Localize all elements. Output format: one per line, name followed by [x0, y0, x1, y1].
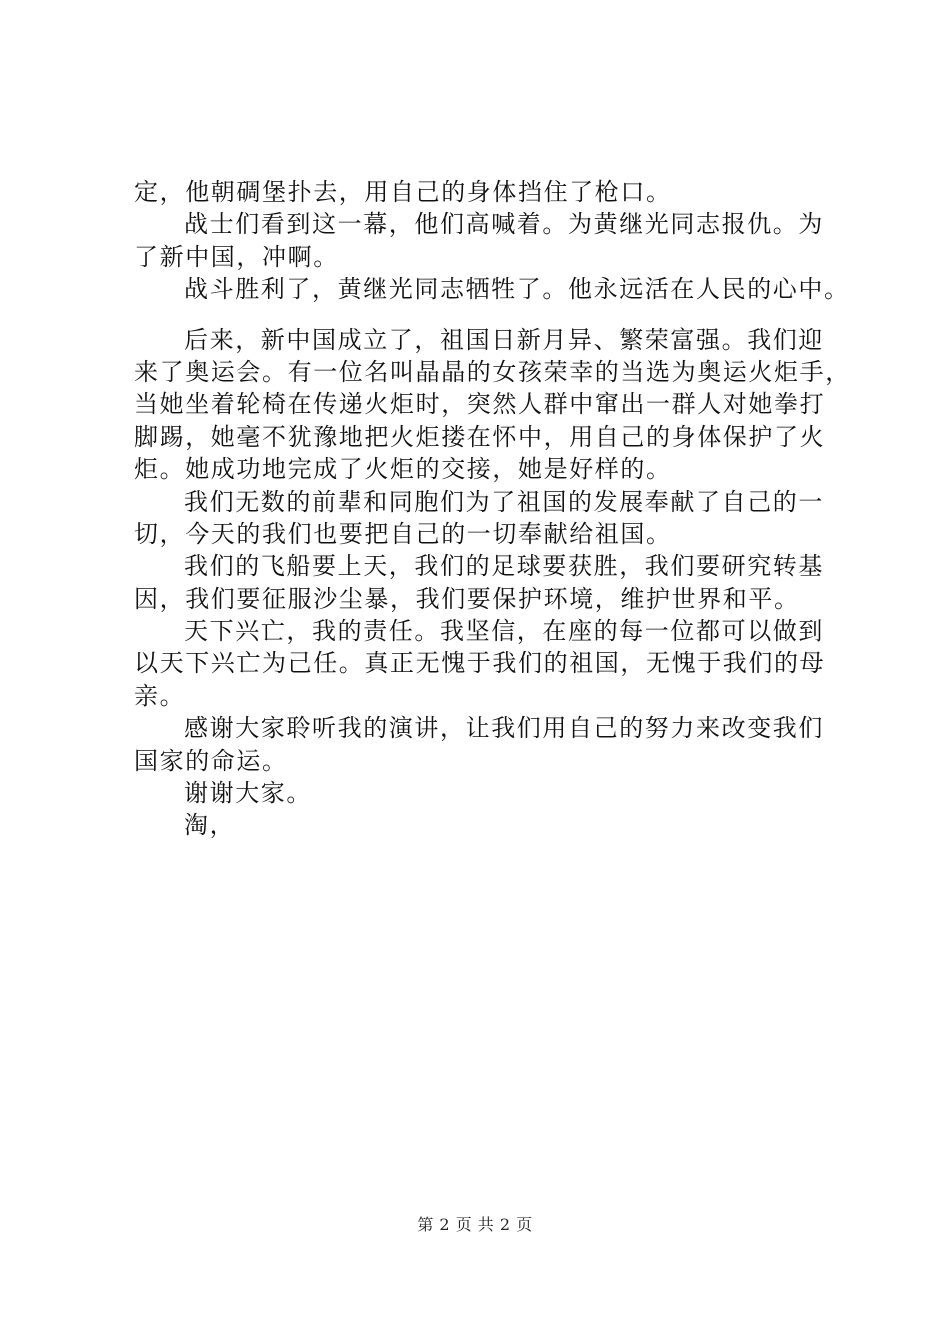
paragraph-first-line: 我们无数的前辈和同胞们为了祖国的发展奉献了自己的一: [184, 487, 824, 516]
paragraph-first-line: 定，他朝碉堡扑去，用自己的身体挡住了枪口。: [134, 178, 672, 206]
paragraph-first-line: 战士们看到这一幕，他们高喊着。为黄继光同志报仇。为: [184, 210, 824, 239]
paragraph-gap: [134, 306, 834, 324]
paragraph-line: 因，我们要征服沙尘暴，我们要保护环境，维护世界和平。: [134, 584, 800, 613]
paragraph-first-line: 后来，新中国成立了，祖国日新月异、繁荣富强。我们迎: [184, 325, 824, 354]
paragraph-line: 了新中国，冲啊。: [134, 242, 339, 271]
paragraph-first-line: 谢谢大家。: [184, 779, 312, 808]
document-body: [134, 176, 851, 842]
paragraph-line: 当她坐着轮椅在传递火炬时，突然人群中窜出一群人对她拳打: [134, 390, 826, 419]
paragraph-first-line: 淘，: [184, 811, 236, 840]
paragraph-first-line: 战斗胜利了，黄继光同志牺牲了。他永远活在人民的心中。: [184, 275, 850, 304]
paragraph-line: 炬。她成功地完成了火炬的交接，她是好样的。: [134, 455, 672, 484]
paragraph-line: 切，今天的我们也要把自己的一切奉献给祖国。: [134, 519, 672, 548]
paragraph-line: 以天下兴亡为己任。真正无愧于我们的祖国，无愧于我们的母: [134, 649, 826, 678]
paragraph-line: 亲。: [134, 681, 186, 710]
paragraph-line: 来了奥运会。有一位名叫晶晶的女孩荣幸的当选为奥运火炬手，: [134, 357, 851, 386]
paragraph-first-line: 我们的飞船要上天，我们的足球要获胜，我们要研究转基: [184, 552, 824, 581]
page-footer: 第 2 页 共 2 页: [417, 1215, 533, 1234]
paragraph-line: 脚踢，她毫不犹豫地把火炬搂在怀中，用自己的身体保护了火: [134, 422, 826, 451]
paragraph-line: 国家的命运。: [134, 746, 288, 775]
paragraph-first-line: 感谢大家聆听我的演讲，让我们用自己的努力来改变我们: [184, 714, 824, 743]
paragraph-first-line: 天下兴亡，我的责任。我坚信，在座的每一位都可以做到: [184, 617, 824, 646]
